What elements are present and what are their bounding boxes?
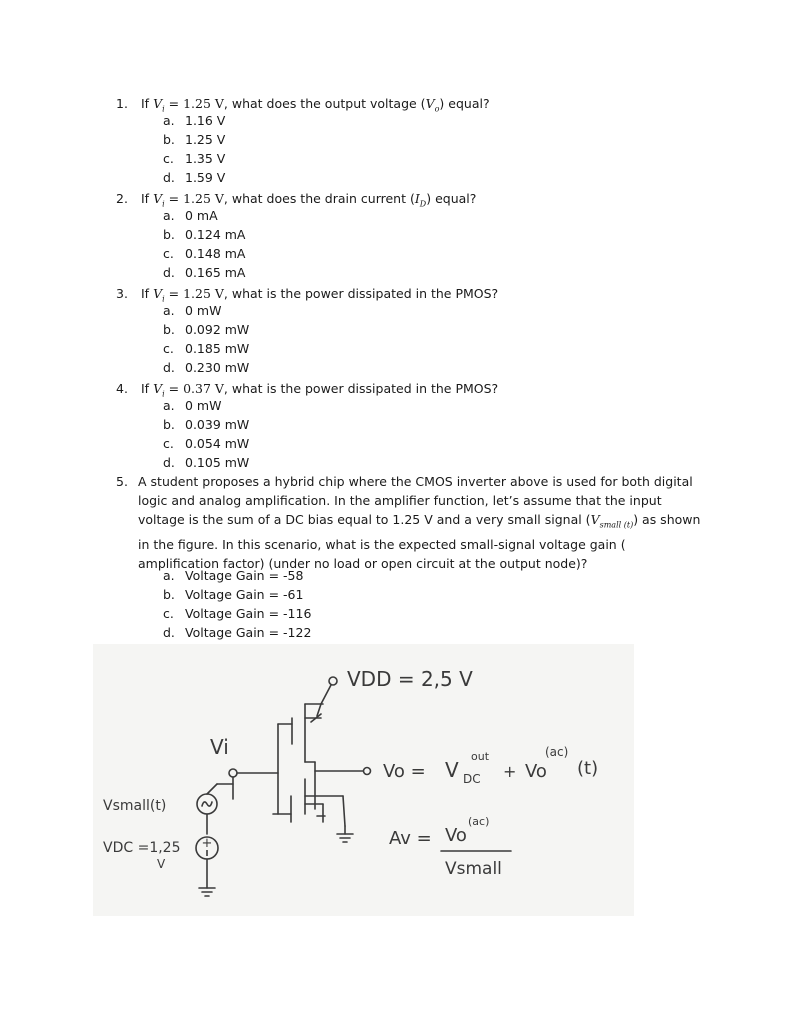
question-stem: If $V_i = 1.25$ V, what is the power dissipated in the PMOS? [141,286,499,304]
question-5 [138,472,708,574]
option-label: a. [163,568,175,583]
question-stem: If $V_i = 0.37$ V, what is the power dissipated in the PMOS? [141,381,499,399]
question-5-symbol: $V_{small (t)}$ [590,512,634,530]
option-label: c. [163,246,174,261]
option-label: b. [163,132,175,147]
cmos-inverter-schematic [93,644,634,916]
option-label: b. [163,587,175,602]
option-text: Voltage Gain = -122 [185,625,312,640]
option-text: 0 mW [185,398,222,413]
question-number: 3. [116,286,128,301]
option-label: c. [163,436,174,451]
option-label: d. [163,455,175,470]
question-5-text-1: A student proposes a hybrid chip where the CMOS inverter above is used for both digital logic and analog amplification. In the amplifier function, let’s assume that the input voltage is the sum of a DC bias equal to 1.25 V and a very small signal ( [138,474,693,528]
vo-equation-lhs: Vo = [383,761,426,782]
vi-node [229,769,237,777]
option-text: Voltage Gain = -58 [185,568,304,583]
vo-dc-symbol: V [445,758,459,782]
option-label: a. [163,398,175,413]
option-label: d. [163,265,175,280]
av-denominator: Vsmall [445,859,502,879]
question-stem: If $V_i = 1.25$ V, what does the drain current $(I_D)$ equal? [141,191,477,209]
option-text: 0.124 mA [185,227,246,242]
vo-ac-superscript: (ac) [545,745,569,759]
option-text: 0 mA [185,208,218,223]
option-label: c. [163,151,174,166]
option-text: 0.054 mW [185,436,250,451]
option-label: d. [163,360,175,375]
av-equation-lhs: Av = [389,828,432,849]
question-5-number: 5. [116,474,128,489]
option-text: 0.230 mW [185,360,250,375]
question-5-text-2: ) as shown in the figure. In this scenario, what is the expected small-signal voltage gain ( amplification factor) (under no load or open circuit at the output node)? [138,512,701,572]
option-text: 1.35 V [185,151,226,166]
vsmall-label: Vsmall(t) [103,798,167,814]
option-text: 1.59 V [185,170,226,185]
vo-dc-subscript: DC [463,772,481,786]
option-label: c. [163,341,174,356]
option-text: 1.16 V [185,113,226,128]
option-label: d. [163,625,175,640]
option-text: 0 mW [185,303,222,318]
option-text: 0.185 mW [185,341,250,356]
option-text: 0.092 mW [185,322,250,337]
vdd-label: VDD = 2,5 V [347,667,473,691]
option-label: b. [163,417,175,432]
vdc-label: VDC =1,25 [103,840,181,856]
option-text: 0.039 mW [185,417,250,432]
vo-dc-superscript: out [471,750,490,763]
question-number: 2. [116,191,128,206]
question-number: 4. [116,381,128,396]
option-label: b. [163,322,175,337]
option-label: a. [163,208,175,223]
question-number: 1. [116,96,128,111]
option-text: 1.25 V [185,132,226,147]
option-text: 0.165 mA [185,265,246,280]
question-stem: If $V_i = 1.25$ V, what does the output voltage $(V_o)$ equal? [141,96,490,114]
option-label: a. [163,113,175,128]
option-text: Voltage Gain = -116 [185,606,312,621]
vo-time-arg: (t) [577,758,599,779]
vi-label: Vi [210,735,229,759]
vdd-node [329,677,337,685]
vo-ac-symbol: Vo [525,761,547,782]
vdc-unit: V [157,857,166,871]
av-numerator: Vo [445,825,467,846]
option-text: 0.105 mW [185,455,250,470]
option-label: c. [163,606,174,621]
vo-plus: + [503,762,517,781]
option-label: b. [163,227,175,242]
av-numerator-superscript: (ac) [468,815,490,828]
option-text: Voltage Gain = -61 [185,587,304,602]
option-label: a. [163,303,175,318]
circuit-figure [93,644,634,916]
option-label: d. [163,170,175,185]
option-text: 0.148 mA [185,246,246,261]
output-node [364,768,371,775]
plus-sign: + [201,836,213,851]
